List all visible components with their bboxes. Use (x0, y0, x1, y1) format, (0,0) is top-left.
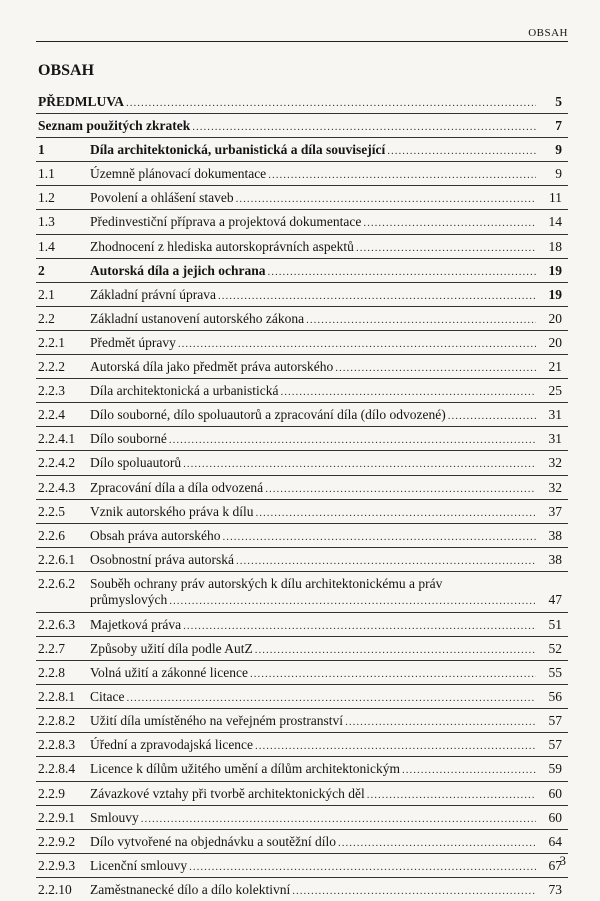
toc-entry (90, 810, 562, 827)
toc-row (36, 90, 568, 113)
toc-row (36, 450, 568, 474)
toc-row (36, 523, 568, 547)
toc-number: 2.2.8.1 (38, 689, 76, 705)
toc-row (36, 877, 568, 901)
dot-leader (222, 529, 536, 545)
toc-title: Vznik autorského práva k dílu (90, 503, 254, 519)
toc-title: OBSAH (38, 62, 95, 79)
toc-number: 2.2.8 (38, 665, 65, 681)
toc-page: 51 (548, 616, 562, 632)
toc-row (36, 354, 568, 378)
toc-number: 2.2 (38, 310, 55, 326)
toc-row (36, 234, 568, 258)
toc-entry (90, 383, 562, 400)
toc-title: Způsoby užití díla podle AutZ (90, 640, 253, 656)
dot-leader (236, 191, 536, 207)
toc-title: Seznam použitých zkratek (38, 118, 191, 134)
dot-leader (367, 787, 536, 803)
toc-row (36, 306, 568, 330)
toc-title: Citace (90, 689, 125, 705)
toc-number: 2.2.2 (38, 359, 65, 375)
toc-entry (90, 335, 562, 352)
toc-title: Předmět úpravy (90, 334, 176, 350)
toc-title: Obsah práva autorského (90, 527, 221, 543)
toc-number: 2.2.9.2 (38, 833, 76, 849)
toc-title: Autorská díla jako předmět práva autorského (90, 359, 334, 375)
toc-number: 2.2.4 (38, 407, 65, 423)
toc-title: Licenční smlouvy (90, 857, 188, 873)
toc-page: 31 (548, 407, 562, 423)
dot-leader (448, 408, 536, 424)
toc-entry (90, 359, 562, 376)
toc-number: 1.3 (38, 214, 55, 230)
toc-entry (90, 689, 562, 706)
toc-row (36, 756, 568, 780)
toc-page: 32 (548, 479, 562, 495)
toc-row (36, 732, 568, 756)
toc-title-line1: Souběh ochrany práv autorských k dílu architektonickému a práv (90, 575, 443, 591)
toc-row (36, 805, 568, 829)
toc-title: Smlouvy (90, 809, 139, 825)
toc-entry (90, 786, 562, 803)
toc-number: 2 (38, 262, 45, 278)
toc-row (36, 113, 568, 137)
toc-title: Závazkové vztahy při tvorbě architektonických děl (90, 785, 365, 801)
running-header: OBSAH (528, 27, 568, 39)
toc-title: Předinvestiční příprava a projektová dokumentace (90, 214, 362, 230)
toc-entry (90, 713, 562, 730)
toc-page: 5 (555, 94, 562, 109)
toc-title: Zaměstnanecké dílo a dílo kolektivní (90, 881, 291, 897)
toc-number: 1.1 (38, 166, 55, 182)
toc-row (36, 209, 568, 233)
toc-page: 37 (548, 503, 562, 519)
toc-number: 2.2.8.3 (38, 737, 76, 753)
dot-leader (335, 360, 536, 376)
toc-row (36, 378, 568, 402)
toc-number: 2.2.4.1 (38, 431, 76, 447)
toc-number: 2.2.8.4 (38, 761, 76, 777)
toc-entry (90, 504, 562, 521)
toc-title: Dílo souborné (90, 431, 167, 447)
toc-title: Zhodnocení z hlediska autorskoprávních aspektů (90, 238, 354, 254)
dot-leader (306, 312, 536, 328)
toc-title: Dílo souborné, dílo spoluautorů a zpracování díla (dílo odvozené) (90, 407, 446, 423)
toc-row (36, 781, 568, 805)
toc-row (36, 161, 568, 185)
toc-entry (90, 528, 562, 545)
toc-row (36, 137, 568, 161)
toc-number: 2.2.9 (38, 785, 65, 801)
toc-title: Základní právní úprava (90, 286, 216, 302)
dot-leader (292, 883, 536, 899)
dot-leader (363, 215, 536, 231)
dot-leader (255, 505, 536, 521)
toc-row (36, 475, 568, 499)
dot-leader (265, 481, 536, 497)
toc-number: 2.2.6 (38, 527, 65, 543)
dot-leader (236, 553, 536, 569)
toc-page: 18 (548, 238, 562, 254)
toc-row (36, 660, 568, 684)
toc-page: 19 (548, 286, 562, 302)
toc-page: 56 (548, 689, 562, 705)
toc-number: 2.1 (38, 286, 55, 302)
toc-entry (90, 552, 562, 569)
toc-page: 31 (548, 431, 562, 447)
toc-number: 1 (38, 142, 45, 158)
toc-entry (90, 190, 562, 207)
toc-title: Majetková práva (90, 616, 182, 632)
toc-title: Územně plánovací dokumentace (90, 166, 267, 182)
toc-title: Autorská díla a jejich ochrana (90, 262, 266, 278)
toc-title: Díla architektonická a urbanistická (90, 383, 279, 399)
toc-page: 32 (548, 455, 562, 471)
dot-leader (281, 384, 536, 400)
toc-page: 38 (548, 551, 562, 567)
toc-page: 11 (549, 190, 562, 206)
toc-entry (90, 287, 562, 304)
toc-entry (90, 214, 562, 231)
toc-row (36, 426, 568, 450)
toc-number: 2.2.3 (38, 383, 65, 399)
toc-page: 14 (548, 214, 562, 230)
toc-title: Volná užití a zákonné licence (90, 665, 248, 681)
toc-page: 60 (548, 809, 562, 825)
toc-entry (90, 858, 562, 875)
toc-row (36, 853, 568, 877)
toc-page: 9 (555, 142, 562, 158)
toc-entry (90, 834, 562, 851)
toc-title: Zpracování díla a díla odvozená (90, 479, 264, 495)
toc-number: 2.2.9.3 (38, 857, 76, 873)
toc-page: 7 (555, 118, 562, 134)
dot-leader (268, 264, 537, 280)
header-rule (36, 41, 568, 42)
toc-page: 25 (548, 383, 562, 399)
toc-title: Dílo vytvořené na objednávku a soutěžní dílo (90, 833, 336, 849)
toc-row (36, 829, 568, 853)
dot-leader (169, 432, 536, 448)
toc-row (36, 258, 568, 282)
toc-number: 2.2.6.2 (38, 575, 76, 591)
dot-leader (255, 738, 536, 754)
dot-leader (255, 642, 536, 658)
page-number: 3 (559, 853, 566, 868)
dot-leader (169, 593, 536, 609)
dot-leader (192, 119, 536, 135)
toc-number: 2.2.6.3 (38, 616, 76, 632)
toc-entry (90, 407, 562, 424)
dot-leader (178, 336, 536, 352)
toc-entry (38, 118, 562, 135)
dot-leader (402, 762, 536, 778)
toc-title: Osobnostní práva autorská (90, 551, 234, 567)
toc-page: 38 (548, 527, 562, 543)
toc-number: 2.2.4.2 (38, 455, 76, 471)
dot-leader (356, 240, 536, 256)
toc-number: 2.2.10 (38, 881, 72, 897)
toc-row (36, 612, 568, 636)
toc-number: 2.2.4.3 (38, 479, 76, 495)
toc-number: 2.2.8.2 (38, 713, 76, 729)
toc-page: 19 (548, 262, 562, 278)
toc-row (36, 402, 568, 426)
toc-entry (90, 239, 562, 256)
toc-title: Základní ustanovení autorského zákona (90, 310, 305, 326)
toc-number: 2.2.1 (38, 334, 65, 350)
toc-row (36, 499, 568, 523)
dot-leader (250, 666, 536, 682)
toc-page: 59 (548, 761, 562, 777)
dot-leader (141, 811, 536, 827)
dot-leader (183, 618, 536, 634)
toc-number: 2.2.7 (38, 640, 65, 656)
toc-page: 73 (548, 881, 562, 897)
dot-leader (345, 714, 536, 730)
toc-page: 20 (548, 310, 562, 326)
toc-entry (90, 882, 562, 899)
toc-entry (90, 142, 562, 159)
toc-number: 2.2.6.1 (38, 551, 76, 567)
dot-leader (183, 456, 536, 472)
toc-entry (90, 480, 562, 497)
toc-row (36, 330, 568, 354)
toc-entry (90, 263, 562, 280)
toc-page: 20 (548, 334, 562, 350)
toc-row (36, 185, 568, 209)
toc-page: 57 (548, 713, 562, 729)
dot-leader (387, 143, 536, 159)
toc-entry (90, 431, 562, 448)
toc-title: Díla architektonická, urbanistická a díla související (90, 142, 386, 158)
toc-page: 47 (548, 591, 562, 607)
toc-entry (38, 94, 562, 111)
dot-leader (338, 835, 536, 851)
toc-number: 2.2.5 (38, 503, 65, 519)
toc-page: 21 (548, 359, 562, 375)
toc-title: Licence k dílům užitého umění a dílům architektonickým (90, 761, 401, 777)
toc-row (36, 571, 568, 612)
toc-title: průmyslových (90, 591, 168, 607)
toc-table (36, 90, 568, 901)
toc-row (36, 636, 568, 660)
toc-title: Povolení a ohlášení staveb (90, 190, 234, 206)
toc-entry (90, 576, 562, 609)
toc-page: 60 (548, 785, 562, 801)
dot-leader (189, 859, 536, 875)
toc-entry (90, 311, 562, 328)
toc-title: Užití díla umístěného na veřejném prostranství (90, 713, 344, 729)
toc-page: 64 (548, 833, 562, 849)
toc-number: 1.4 (38, 238, 55, 254)
dot-leader (218, 288, 536, 304)
toc-entry (90, 761, 562, 778)
toc-row (36, 547, 568, 571)
dot-leader (126, 95, 536, 111)
toc-entry (90, 641, 562, 658)
toc-number: 2.2.9.1 (38, 809, 76, 825)
dot-leader (126, 690, 536, 706)
toc-page: 57 (548, 737, 562, 753)
toc-title: Úřední a zpravodajská licence (90, 737, 254, 753)
toc-title: Dílo spoluautorů (90, 455, 182, 471)
toc-page: 67 (548, 857, 562, 873)
toc-number: 1.2 (38, 190, 55, 206)
toc-entry (90, 455, 562, 472)
toc-entry (90, 166, 562, 183)
toc-page: 52 (548, 640, 562, 656)
toc-title: PŘEDMLUVA (38, 94, 125, 109)
toc-entry (90, 617, 562, 634)
toc-row (36, 684, 568, 708)
toc-page: 55 (548, 665, 562, 681)
toc-row (36, 282, 568, 306)
toc-page: 9 (555, 166, 562, 182)
toc-entry (90, 737, 562, 754)
toc-entry (90, 665, 562, 682)
dot-leader (268, 167, 536, 183)
toc-row (36, 708, 568, 732)
